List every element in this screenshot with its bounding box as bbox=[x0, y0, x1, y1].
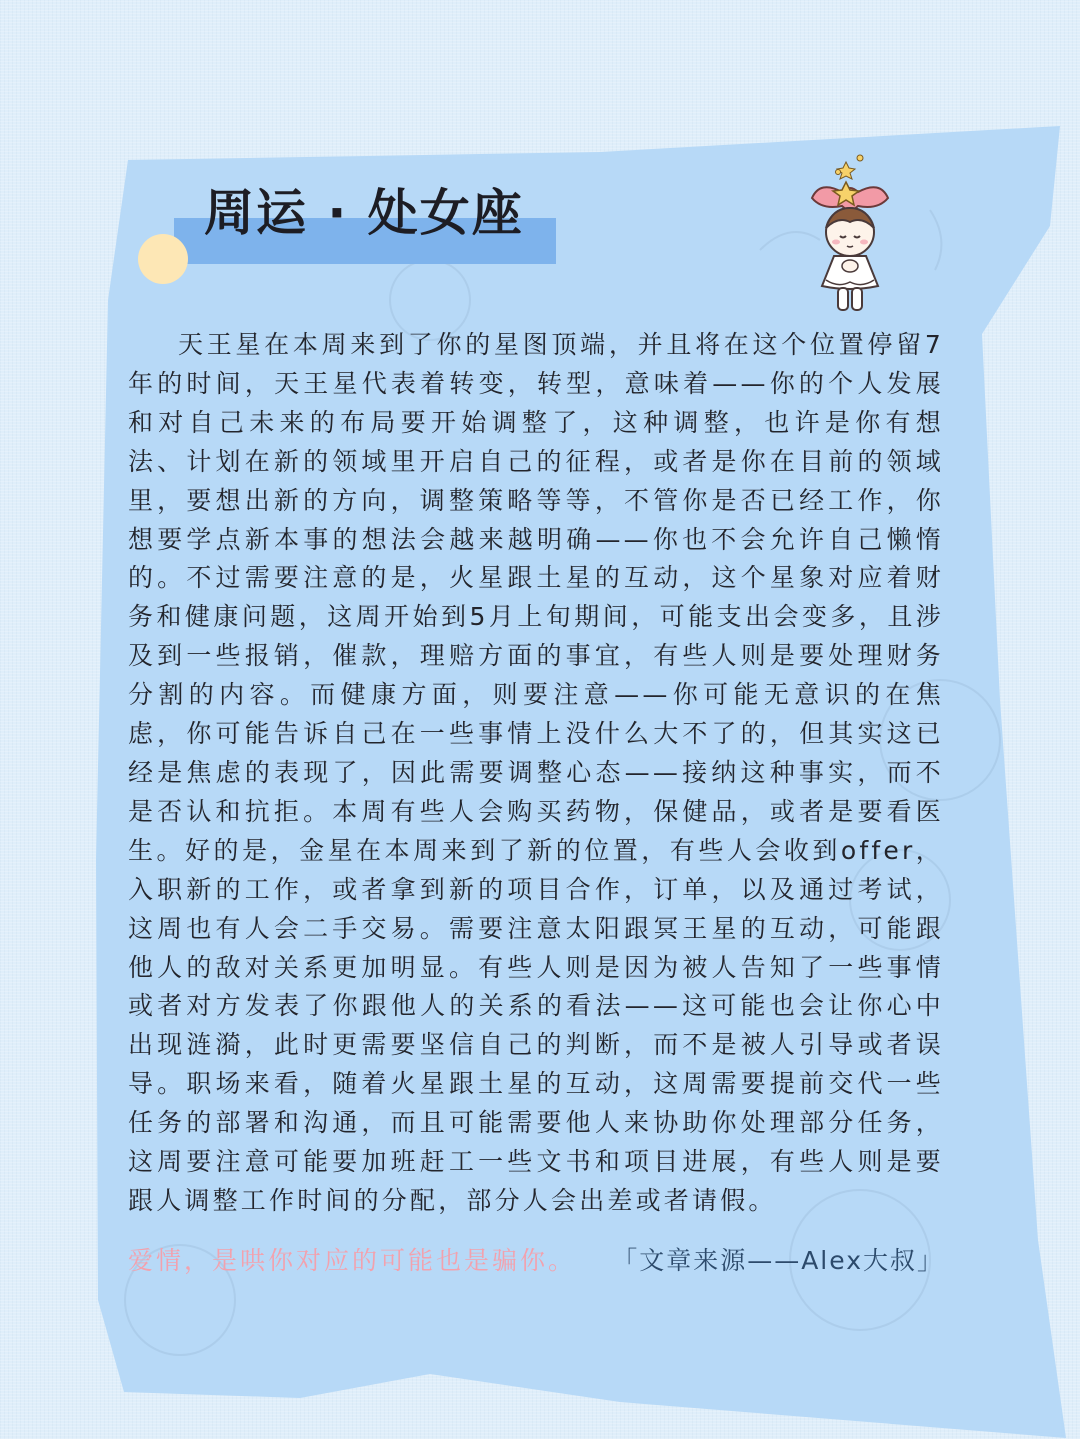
love-note: 爱情，是哄你对应的可能也是骗你。 bbox=[128, 1246, 577, 1275]
article-source: 「文章来源——Alex大叔」 bbox=[612, 1246, 944, 1275]
footer-row bbox=[128, 1240, 944, 1284]
title-dot-decoration bbox=[138, 234, 188, 284]
page-title: 周运 · 处女座 bbox=[204, 184, 524, 242]
title-block bbox=[138, 178, 578, 288]
virgo-girl-illustration-icon bbox=[750, 150, 950, 320]
horoscope-body-text: 天王星在本周来到了你的星图顶端，并且将在这个位置停留7年的时间，天王星代表着转变，转型，意味着——你的个人发展和对自己未来的布局要开始调整了，这种调整，也许是你有想法、计划在新的领域里开启自己的征程，或者是你在目前的领域里，要想出新的方向，调整策略等等，不管你是否已经工作，你想要学点新本事的想法会越来越明确——你也不会允许自己懒惰的。不过需要注意的是，火星跟土星的互动，这个星象对应着财务和健康问题，这周开始到5月上旬期间，可能支出会变多，且涉及到一些报销，催款，理赔方面的事宜，有些人则是要处理财务分割的内容。而健康方面，则要注意——你可能无意识的在焦虑，你可能告诉自己在一些事情上没什么大不了的，但其实这已经是焦虑的表现了，因此需要调整心态——接纳这种事实，而不是否认和抗拒。本周有些人会购买药物，保健品，或者是要看医生。好的是，金星在本周来到了新的位置，有些人会收到offer，入职新的工作，或者拿到新的项目合作，订单，以及通过考试，这周也有人会二手交易。需要注意太阳跟冥王星的互动，可能跟他人的敌对关系更加明显。有些人则是因为被人告知了一些事情或者对方发表了你跟他人的关系的看法——这可能也会让你心中出现涟漪，此时更需要坚信自己的判断，而不是被人引导或者误导。职场来看，随着火星跟土星的互动，这周需要提前交代一些任务的部署和沟通，而且可能需要他人来协助你处理部分任务，这周要注意可能要加班赶工一些文书和项目进展，有些人则是要跟人调整工作时间的分配，部分人会出差或者请假。 bbox=[128, 330, 944, 1215]
